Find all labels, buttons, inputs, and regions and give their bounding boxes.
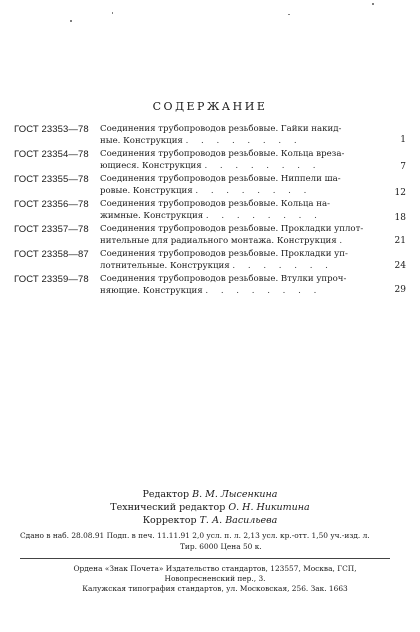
leader-dots: . . . . . . . . [195, 185, 312, 196]
leader-dots: . . . . . . . . [185, 135, 302, 146]
entry-title-line: Соединения трубопроводов резьбовые. Гайки накид- [100, 124, 342, 134]
table-of-contents [14, 124, 406, 299]
toc-entry[interactable] [14, 274, 406, 297]
entry-title-continuation: нительные для радиального монтажа. Конструкция [100, 235, 337, 246]
scan-speck [372, 3, 374, 5]
entry-title-line [100, 161, 370, 173]
editor-credit [0, 488, 420, 501]
entry-title [100, 149, 370, 172]
publisher-info [20, 564, 410, 594]
toc-entry[interactable] [14, 224, 406, 247]
entry-title [100, 174, 370, 197]
proofreader-credit [0, 514, 420, 527]
entry-title [100, 274, 370, 297]
entry-title-line [100, 236, 370, 248]
entry-title-line: Соединения трубопроводов резьбовые. Прокладки уплот- [100, 224, 364, 234]
entry-title-continuation: няющие. Конструкция [100, 285, 203, 296]
entry-title-line [100, 286, 370, 298]
scan-speck [288, 14, 290, 15]
leader-dots: . [339, 235, 348, 246]
entry-title-line [100, 261, 370, 273]
page-number: 12 [394, 188, 406, 198]
standard-code: ГОСТ 23356—78 [14, 199, 89, 210]
entry-title-continuation: ровые. Конструкция [100, 185, 193, 196]
entry-title-line [100, 136, 370, 148]
toc-entry[interactable] [14, 249, 406, 272]
page-number: 21 [394, 236, 406, 246]
leader-dots: . . . . . . . [232, 260, 333, 271]
standard-code: ГОСТ 23357—78 [14, 224, 89, 235]
entry-title-line: Соединения трубопроводов резьбовые. Ниппели ша- [100, 174, 341, 184]
credit-label: Редактор [142, 489, 190, 500]
entry-title [100, 199, 370, 222]
entry-title [100, 249, 370, 272]
standard-code: ГОСТ 23359—78 [14, 274, 89, 285]
entry-title [100, 224, 370, 247]
publisher-line: Калужская типография стандартов, ул. Московская, 256. Зак. 1663 [82, 584, 348, 593]
publisher-line: Новопресненский пер., 3. [164, 574, 266, 583]
credit-name: В. М. Лысенкина [192, 489, 278, 500]
publisher-line: Ордена «Знак Почета» Издательство стандартов, 123557, Москва, ГСП, [73, 564, 357, 573]
entry-title-line: Соединения трубопроводов резьбовые. Прокладки уп- [100, 249, 348, 259]
page-number: 24 [394, 261, 406, 271]
entry-title [100, 124, 370, 147]
leader-dots: . . . . . . . . [205, 285, 322, 296]
toc-entry[interactable] [14, 174, 406, 197]
standard-code: ГОСТ 23353—78 [14, 124, 89, 135]
page-number: 1 [400, 135, 406, 145]
credit-label: Корректор [142, 515, 197, 526]
page-number: 7 [400, 162, 406, 172]
leader-dots: . . . . . . . . [204, 160, 321, 171]
scan-speck [112, 12, 113, 14]
toc-entry[interactable] [14, 124, 406, 147]
credit-name: Т. А. Васильева [199, 515, 278, 526]
imprint-line: Тир. 6000 Цена 50 к. [180, 542, 262, 551]
toc-entry[interactable] [14, 199, 406, 222]
entry-title-line [100, 211, 370, 223]
credit-name: О. Н. Никитина [228, 502, 310, 513]
credit-label: Технический редактор [110, 502, 226, 513]
imprint-line: Сдано в наб. 28.08.91 Подп. в печ. 11.11.91 2,0 усл. п. л. 2,13 усл. кр.-отт. 1,50 уч.-изд. л. [20, 531, 370, 540]
entry-title-continuation: лотнительные. Конструкция [100, 260, 230, 271]
editorial-credits [0, 488, 420, 527]
entry-title-line [100, 186, 370, 198]
entry-title-line: Соединения трубопроводов резьбовые. Кольца вреза- [100, 149, 345, 159]
tech-editor-credit [0, 501, 420, 514]
leader-dots: . . . . . . . . [205, 210, 322, 221]
contents-heading: СОДЕРЖАНИЕ [152, 100, 268, 113]
print-imprint [20, 530, 410, 552]
divider [20, 558, 390, 559]
entry-title-line: Соединения трубопроводов резьбовые. Кольца на- [100, 199, 331, 209]
page-number: 18 [394, 213, 406, 223]
standard-code: ГОСТ 23355—78 [14, 174, 89, 185]
scan-speck [70, 20, 72, 22]
entry-title-line: Соединения трубопроводов резьбовые. Втулки упроч- [100, 274, 347, 284]
entry-title-continuation: жимные. Конструкция [100, 210, 204, 221]
toc-entry[interactable] [14, 149, 406, 172]
standard-code: ГОСТ 23354—78 [14, 149, 89, 160]
standard-code: ГОСТ 23358—87 [14, 249, 89, 260]
page-number: 29 [394, 285, 406, 295]
entry-title-continuation: ные. Конструкция [100, 135, 183, 146]
entry-title-continuation: ющиеся. Конструкция [100, 160, 202, 171]
